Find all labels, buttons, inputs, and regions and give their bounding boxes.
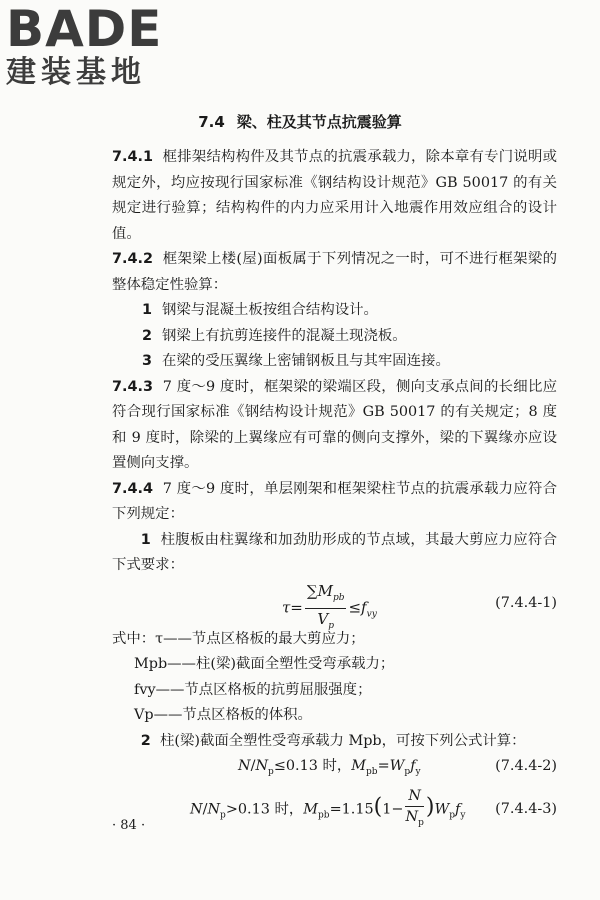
bade-logo <box>6 0 163 90</box>
formula-body: τ= $\frac{\sum M_{pb}}{V_p}$ $\le f_{vy}$ <box>282 581 377 631</box>
clause-7-4-3 <box>112 375 557 477</box>
definition-item: 式中：τ——节点区格板的最大剪应力； <box>112 630 365 647</box>
clause-text: 框排架结构构件及其节点的抗震承载力，除本章有专门说明或规定外，均应按现行国家标准《钢结构设计规范》GB 50017 的有关规定进行验算；结构构件的内力应采用计入地震作用效应组合的设计值。 <box>112 149 557 242</box>
clause-number: 7.4.4 <box>112 480 153 497</box>
clause-number: 7.4.2 <box>112 251 153 267</box>
page-number: · 84 · <box>112 818 146 833</box>
list-item: 2 柱(梁)截面全塑性受弯承载力 Mpb，可按下列公式计算： <box>140 732 526 749</box>
clause-number: 7.4.1 <box>112 149 153 165</box>
section-title <box>0 111 600 132</box>
formula-body: $N/N_p>0.13$ 时，$M_{pb}=1.15(1-$ $\frac{N}{N_p}$ )$W_pf_y$ <box>190 788 466 828</box>
document-body <box>112 145 557 832</box>
formula-7-4-4-1 <box>112 579 557 631</box>
logo-subtitle: 建装基地 <box>6 55 146 90</box>
clause-7-4-1 <box>112 145 557 247</box>
clause-text: 框架梁上楼(屋)面板属于下列情况之一时，可不进行框架梁的整体稳定性验算： <box>112 251 557 293</box>
equation-number: (7.4.4-2) <box>495 758 557 774</box>
formula-7-4-4-3 <box>112 786 557 832</box>
list-item: 1 钢梁与混凝土板按组合结构设计。 <box>142 302 378 318</box>
logo-wordmark: BADE <box>6 0 163 58</box>
list-item: 1 柱腹板由柱翼缘和加劲肋形成的节点域，其最大剪应力应符合下式要求： <box>112 531 557 573</box>
clause-7-4-4 <box>112 477 557 528</box>
definition-item: Vp——节点区格板的体积。 <box>134 707 312 723</box>
clause-7-4-2 <box>112 247 557 298</box>
definition-item: fvy——节点区格板的抗剪屈服强度； <box>134 681 372 698</box>
clause-text: 7 度～9 度时，单层刚架和框架梁柱节点的抗震承载力应符合下列规定： <box>112 480 557 522</box>
formula-7-4-4-2 <box>112 754 557 782</box>
section-title-text: 梁、柱及其节点抗震验算 <box>236 113 402 131</box>
clause-text: 7 度～9 度时，框架梁的梁端区段，侧向支承点间的长细比应符合现行国家标准《钢结构设计规范》GB 50017 的有关规定；8 度和 9 度时，除梁的上翼缘应有可靠的侧向支撑外，梁的下翼缘亦应设置侧向支撑。 <box>112 378 557 471</box>
definition-item: Mpb——柱(梁)截面全塑性受弯承载力； <box>134 656 395 672</box>
section-number: 7.4 <box>198 113 225 131</box>
equation-number: (7.4.4-1) <box>495 594 557 611</box>
list-item: 2 钢梁上有抗剪连接件的混凝土现浇板。 <box>142 327 407 344</box>
formula-body: $N/N_p\le 0.13$ 时，$M_{pb}=W_pf_y$ <box>238 758 421 777</box>
clause-number: 7.4.3 <box>112 378 153 395</box>
equation-number: (7.4.4-3) <box>495 801 557 817</box>
list-item: 3 在梁的受压翼缘上密铺钢板且与其牢固连接。 <box>142 353 450 369</box>
